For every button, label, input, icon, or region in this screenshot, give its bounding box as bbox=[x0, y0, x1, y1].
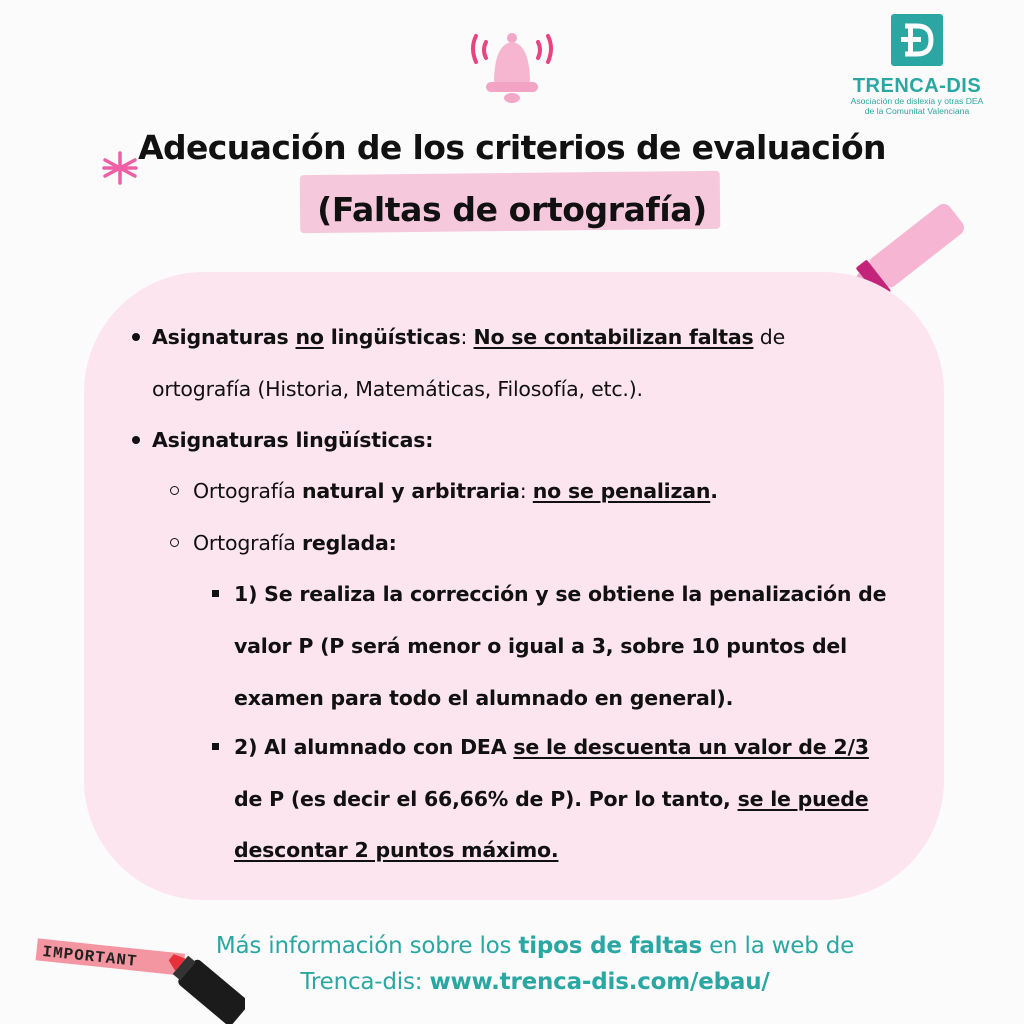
item-no-linguistic-de: de bbox=[753, 325, 785, 349]
point2-line-1a: 2) Al alumnado con DEA bbox=[234, 735, 514, 759]
important-text: IMPORTANT bbox=[41, 942, 139, 971]
content-card bbox=[84, 272, 944, 900]
point2-line-1 bbox=[234, 732, 869, 762]
logo-brand: TRENCA-DIS bbox=[852, 75, 982, 97]
point1-line-2: valor P (P será menor o igual a 3, sobre 10 puntos del bbox=[234, 634, 847, 658]
sub-reglada bbox=[193, 528, 397, 558]
bullet-circle-icon bbox=[170, 538, 179, 547]
bullet-disc-icon bbox=[132, 436, 140, 444]
point2-line-2b: se le puede bbox=[737, 787, 869, 811]
logo-subtitle-1: Asociación de dislexia y otras DEA bbox=[850, 96, 984, 106]
item-no-linguistic-rule: No se contabilizan faltas bbox=[473, 325, 754, 349]
bullet-circle-icon bbox=[170, 486, 179, 495]
point2-line-2 bbox=[234, 784, 868, 814]
footer-link-types[interactable]: tipos de faltas bbox=[518, 933, 702, 959]
footer-line-1 bbox=[150, 928, 920, 964]
sub-natural-5: . bbox=[710, 479, 718, 503]
item-no-linguistic-label-2: lingüísticas bbox=[323, 325, 461, 349]
point1-line-1: 1) Se realiza la corrección y se obtiene la penalización de bbox=[234, 582, 887, 606]
footer-text-1: Más información sobre los bbox=[215, 933, 519, 959]
logo-subtitle-2: de la Comunitat Valenciana bbox=[864, 106, 970, 116]
item-linguistic: Asignaturas lingüísticas: bbox=[152, 428, 434, 452]
point2-line-1b: se le descuenta un valor de 2/3 bbox=[513, 735, 869, 759]
sub-natural-3: : bbox=[519, 479, 533, 503]
bullet-square-icon bbox=[212, 743, 219, 750]
logo-mark-icon bbox=[891, 14, 943, 66]
item-no-linguistic-colon: : bbox=[460, 325, 474, 349]
sub-natural-1: Ortografía bbox=[193, 479, 302, 503]
trenca-dis-logo bbox=[842, 14, 992, 124]
page-title-line-1: Adecuación de los criterios de evaluación bbox=[138, 128, 886, 167]
item-no-linguistic-no: no bbox=[295, 325, 324, 349]
point2-line-3: descontar 2 puntos máximo. bbox=[234, 838, 559, 862]
footer-line-2 bbox=[150, 964, 920, 1000]
sub-reglada-1: Ortografía bbox=[193, 531, 302, 555]
bell-icon bbox=[466, 22, 558, 108]
point2-line-2a: de P (es decir el 66,66% de P). Por lo tanto, bbox=[234, 787, 738, 811]
item-no-linguistic bbox=[152, 322, 785, 352]
point1-line-3: examen para todo el alumnado en general). bbox=[234, 686, 734, 710]
footer-text-2: en la web de bbox=[701, 933, 855, 959]
sub-natural-4: no se penalizan bbox=[532, 479, 711, 503]
bullet-square-icon bbox=[212, 590, 219, 597]
footer-text-3: Trenca-dis: bbox=[300, 969, 430, 995]
item-no-linguistic-label-1: Asignaturas bbox=[152, 325, 296, 349]
footer-info bbox=[150, 928, 920, 1000]
page-title-line-2: (Faltas de ortografía) bbox=[317, 190, 707, 229]
item-no-linguistic-cont: ortografía (Historia, Matemáticas, Filosofía, etc.). bbox=[152, 377, 643, 401]
sub-natural bbox=[193, 476, 718, 506]
sub-reglada-2: reglada: bbox=[301, 531, 397, 555]
sub-natural-2: natural y arbitraria bbox=[301, 479, 520, 503]
bullet-disc-icon bbox=[132, 333, 140, 341]
footer-url-link[interactable]: www.trenca-dis.com/ebau/ bbox=[429, 969, 770, 995]
